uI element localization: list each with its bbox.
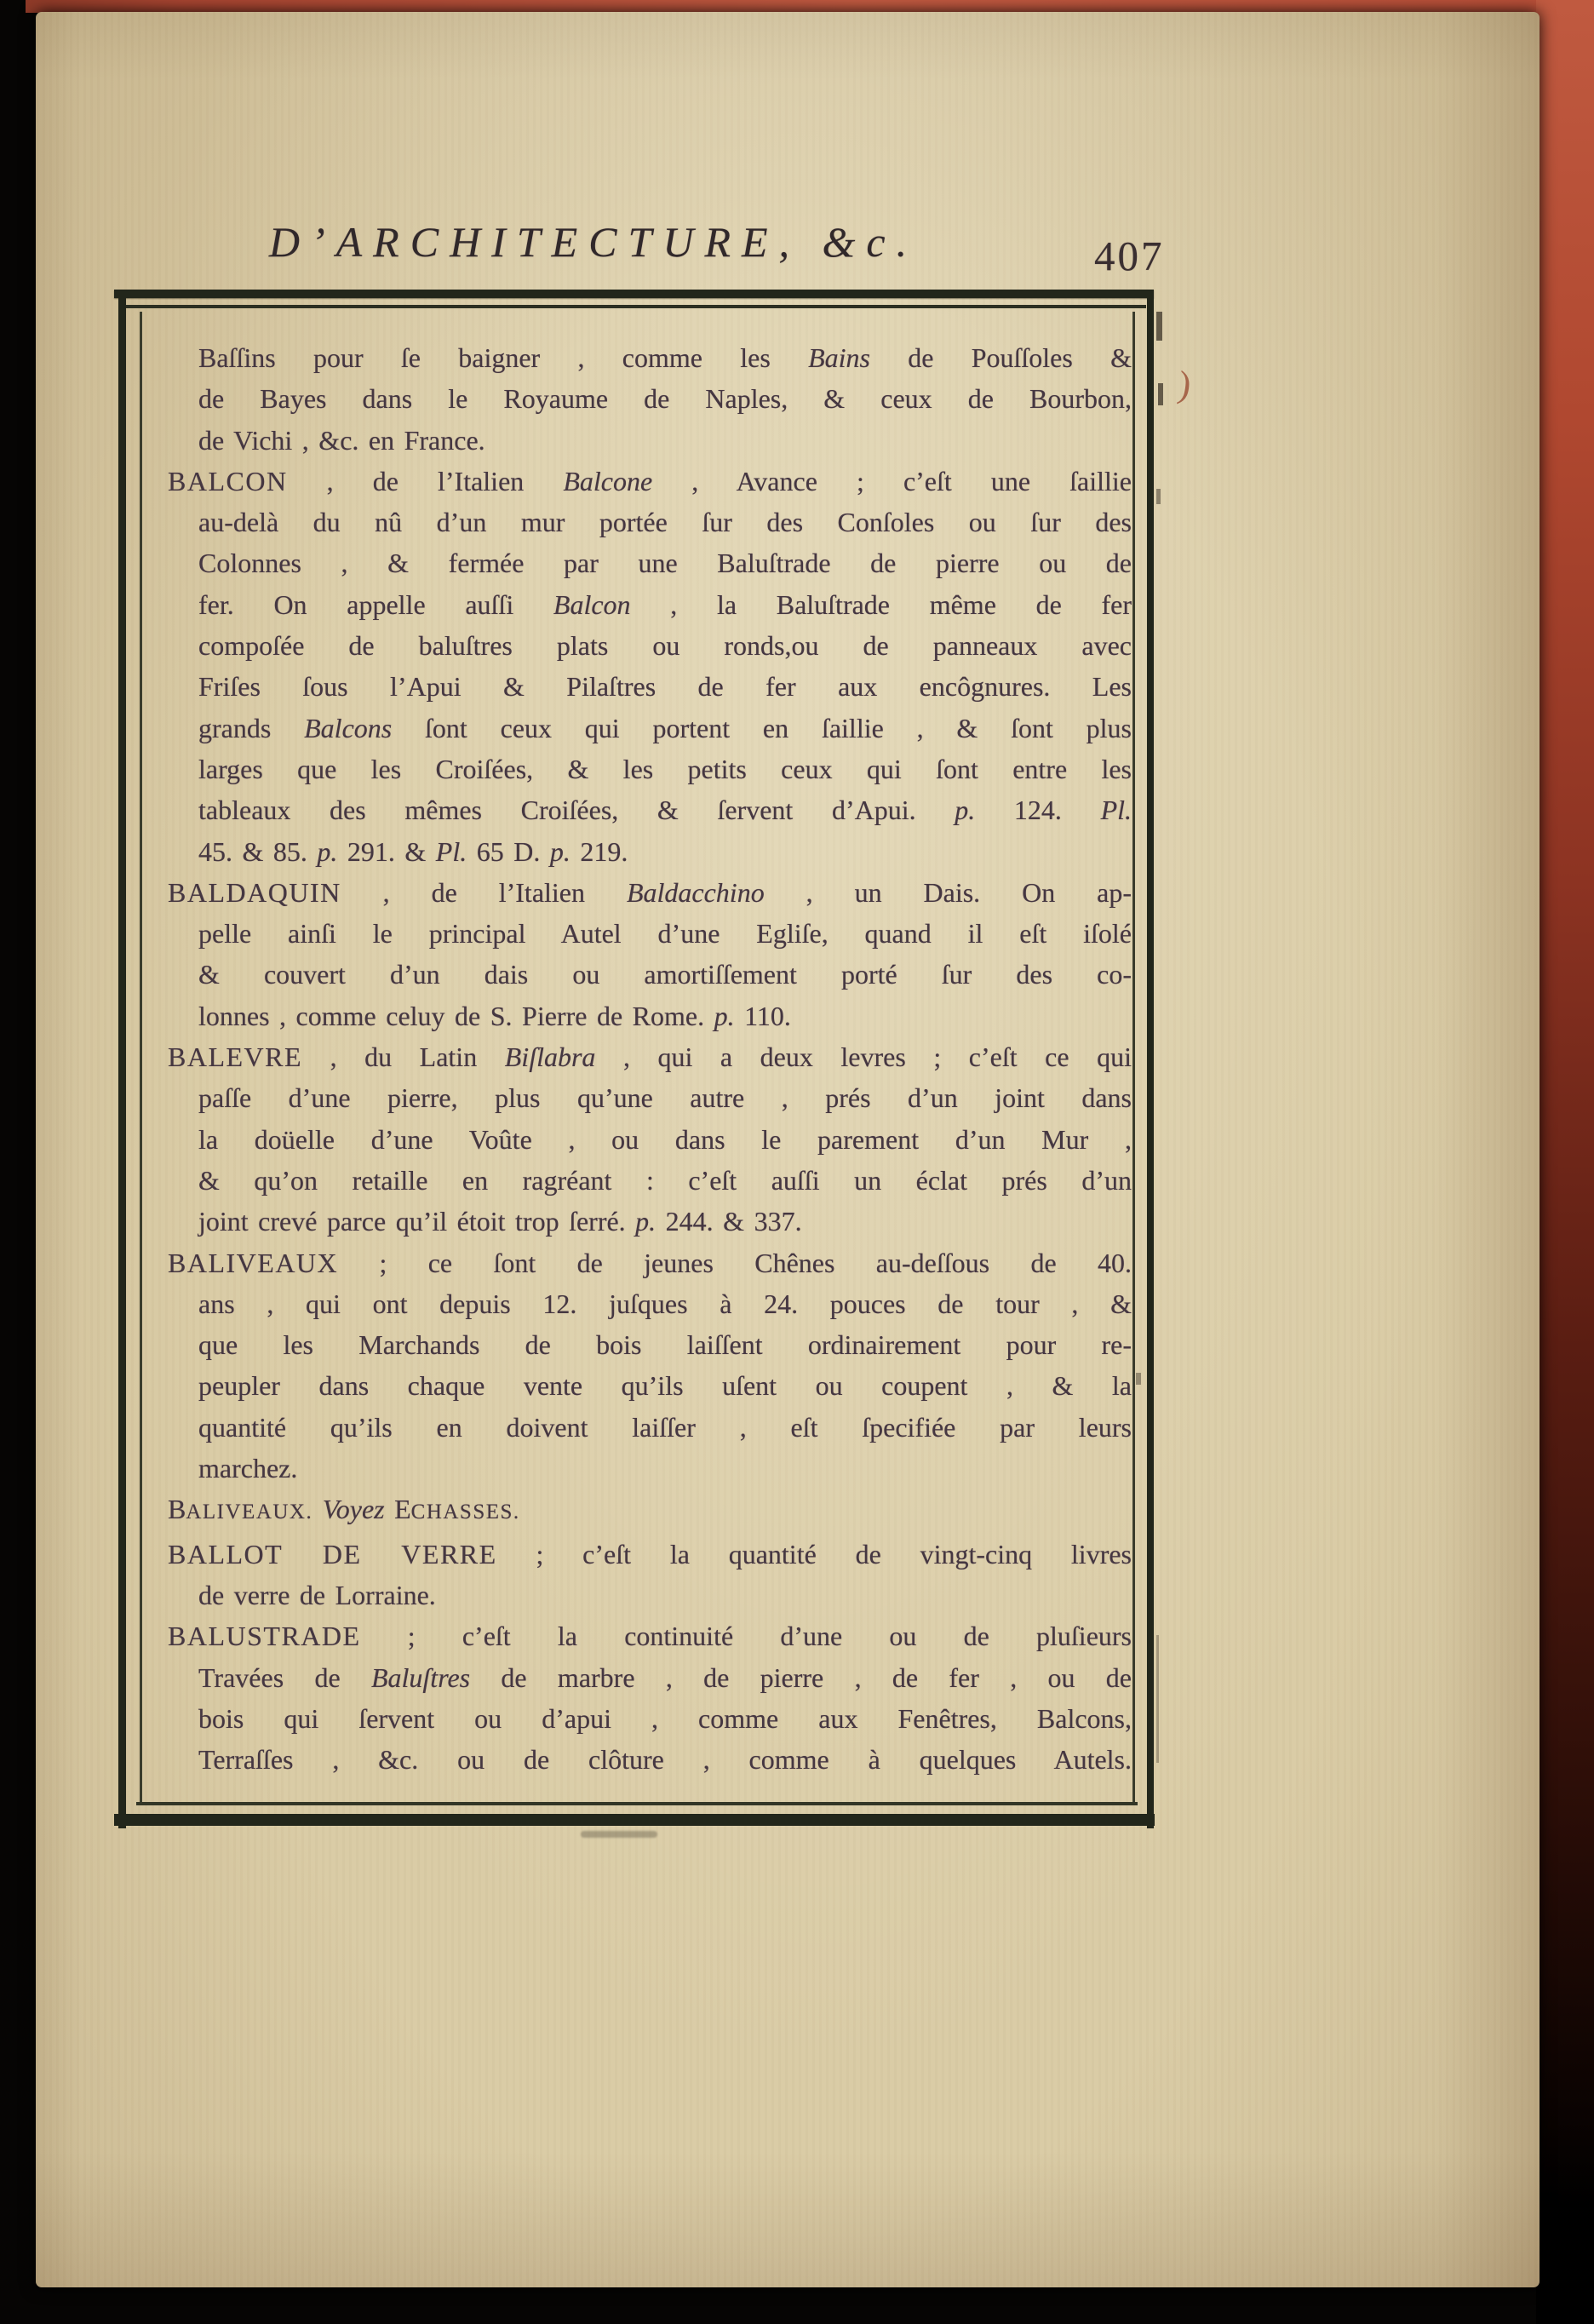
body-text: de marbre , de pierre , de fer , ou de <box>470 1661 1132 1693</box>
body-text: ans , qui ont depuis 12. juſques à 24. pouces de tour , & <box>198 1288 1132 1319</box>
italic-text: p. <box>549 835 571 867</box>
text-line <box>168 420 1132 461</box>
body-text: , Avance ; c’eſt une ſaillie <box>652 465 1132 496</box>
scan-speck <box>1136 1373 1141 1385</box>
body-text: ſont ceux qui portent en ſaillie , & ſont plus <box>392 712 1132 743</box>
text-line <box>168 1489 1132 1533</box>
body-text: joint crevé parce qu’il étoit trop ſerré. <box>198 1206 636 1237</box>
body-text: Terraſſes , &c. ou de clôture , comme à quelques Autels. <box>198 1744 1132 1776</box>
body-text: 124. <box>975 795 1101 826</box>
body-text: tableaux des mêmes Croiſées, & ſervent d’Apui. <box>198 795 955 826</box>
italic-text: Bains <box>808 342 870 373</box>
italic-text: Pl. <box>1100 795 1132 826</box>
body-text: lonnes , comme celuy de S. Pierre de Rome. <box>198 1000 714 1031</box>
text-line <box>168 954 1132 995</box>
margin-ink-mark: ) <box>1175 363 1194 406</box>
italic-text: Pl. <box>435 835 467 867</box>
body-text: compoſée de baluſtres plats ou ronds,ou de panneaux avec <box>198 630 1132 662</box>
text-line <box>168 1615 1132 1656</box>
scan-speck <box>1156 489 1161 504</box>
text-line <box>168 584 1132 625</box>
entry-baliveaux-cross-ref <box>168 1489 1132 1533</box>
body-text: Friſes ſous l’Apui & Pilaſtres de fer aux encôgnures. Les <box>198 671 1132 703</box>
text-line <box>168 1077 1132 1118</box>
ink-smudge <box>581 1831 657 1838</box>
italic-text: Baldacchino <box>626 876 765 908</box>
text-line <box>168 337 1132 378</box>
frame-left-outer <box>118 298 126 1828</box>
entry-headword: BALCON <box>168 465 288 496</box>
scan-speck <box>1156 1635 1159 1763</box>
italic-text: p. <box>714 1000 735 1031</box>
italic-text: p. <box>635 1206 657 1237</box>
body-text: peupler dans chaque vente qu’ils uſent ou coupent , & la <box>198 1370 1132 1402</box>
italic-text: Balcons <box>304 712 393 743</box>
frame-bottom-inner <box>136 1802 1138 1805</box>
text-line <box>168 872 1132 913</box>
italic-text: Balcon <box>553 588 631 620</box>
text-line <box>168 461 1132 502</box>
scan-speck <box>1156 312 1162 341</box>
text-line <box>168 1534 1132 1575</box>
italic-text: Voyez <box>322 1494 385 1525</box>
body-text: E <box>384 1494 411 1525</box>
body-text: quantité qu’ils en doivent laiſſer , eſt ſpecifiée par leurs <box>198 1411 1132 1443</box>
body-text: fer. On appelle auſſi <box>198 588 553 620</box>
text-line <box>168 913 1132 954</box>
frame-left-inner <box>140 312 142 1805</box>
body-text: , un Dais. On ap- <box>764 876 1132 908</box>
body-text: bois qui ſervent ou d’apui , comme aux Fenêtres, Balcons, <box>198 1702 1132 1734</box>
body-text: marchez. <box>198 1453 298 1484</box>
italic-text: p. <box>955 795 976 826</box>
text-line <box>168 1160 1132 1201</box>
text-line <box>168 1283 1132 1324</box>
entry-baldaquin <box>168 872 1132 1036</box>
text-line <box>168 1036 1132 1077</box>
dyed-edge-top <box>26 0 1550 13</box>
text-line <box>168 542 1132 583</box>
body-text: , de l’Italien <box>341 876 627 908</box>
book-page <box>36 12 1540 2287</box>
text-line <box>168 1365 1132 1406</box>
body-text: 244. & 337. <box>656 1206 802 1237</box>
body-text: grands <box>198 712 305 743</box>
body-text: ALIVEAUX. <box>186 1501 313 1524</box>
text-line <box>168 1698 1132 1739</box>
running-header: D’ARCHITECTURE, &c. <box>268 218 919 266</box>
italic-text: p. <box>317 835 338 867</box>
body-text: de verre de Lorraine. <box>198 1579 436 1610</box>
text-line <box>168 1739 1132 1780</box>
body-text: Colonnes , & fermée par une Baluſtrade de pierre ou de <box>198 548 1132 579</box>
body-text: ; c’eſt la continuité d’une ou de pluſieurs <box>360 1621 1132 1652</box>
body-text: au-delà du nû d’un mur portée ſur des Conſoles ou ſur des <box>198 507 1132 538</box>
entry-balcon <box>168 461 1132 872</box>
text-line <box>168 789 1132 830</box>
body-text: 219. <box>570 835 628 867</box>
body-text: , la Baluſtrade même de fer <box>630 588 1132 620</box>
entry-headword: BALEVRE <box>168 1041 303 1073</box>
body-text: Travées de <box>198 1661 371 1693</box>
body-text: larges que les Croiſées, & les petits ceux qui ſont entre les <box>198 753 1132 784</box>
body-text: de Bayes dans le Royaume de Naples, & ceux de Bourbon, <box>198 383 1132 415</box>
italic-text: Biſlabra <box>504 1041 596 1073</box>
text-line <box>168 502 1132 542</box>
body-text: de Pouſſoles & <box>869 342 1132 373</box>
body-text: , qui a deux levres ; c’eſt ce qui <box>595 1041 1132 1073</box>
text-line <box>168 1448 1132 1489</box>
dictionary-entries <box>168 337 1132 1780</box>
text-line <box>168 1324 1132 1365</box>
body-text: 65 D. <box>467 835 550 867</box>
text-line <box>168 708 1132 749</box>
text-line <box>168 1119 1132 1160</box>
entry-headword: BALDAQUIN <box>168 876 341 908</box>
page-number: 407 <box>1094 232 1165 279</box>
entry-baliveaux <box>168 1242 1132 1489</box>
frame-bottom-outer <box>114 1814 1155 1826</box>
header-rule-thick <box>114 290 1154 298</box>
entry-headword: BALIVEAUX <box>168 1247 339 1278</box>
entry-bassins-continuation <box>168 337 1132 461</box>
body-text: de Vichi , &c. en France. <box>198 424 485 456</box>
body-text: ; c’eſt la quantité de vingt-cinq livres <box>496 1538 1132 1569</box>
text-line <box>168 1201 1132 1242</box>
text-line <box>168 378 1132 419</box>
body-text: ; ce ſont de jeunes Chênes au-deſſous de 40. <box>338 1247 1132 1278</box>
text-line <box>168 749 1132 789</box>
text-line <box>168 666 1132 707</box>
entry-balustrade <box>168 1615 1132 1780</box>
entry-ballot-de-verre <box>168 1534 1132 1616</box>
frame-right-outer <box>1147 298 1154 1828</box>
text-line <box>168 1575 1132 1615</box>
body-text: & couvert d’un dais ou amortiſſement porté ſur des co- <box>198 959 1132 990</box>
body-text: 45. & 85. <box>198 835 318 867</box>
body-text: , du Latin <box>302 1041 505 1073</box>
body-text: 291. & <box>337 835 436 867</box>
text-line <box>168 1242 1132 1283</box>
body-text <box>312 1494 323 1524</box>
scan-speck <box>1158 383 1163 405</box>
frame-right-inner <box>1132 312 1135 1805</box>
text-line <box>168 996 1132 1036</box>
text-line <box>168 625 1132 666</box>
italic-text: Balcone <box>563 465 653 496</box>
header-rule-thin <box>126 305 1146 308</box>
entry-balevre <box>168 1036 1132 1242</box>
body-text: que les Marchands de bois laiſſent ordinairement pour re- <box>198 1329 1132 1361</box>
text-line <box>168 1407 1132 1448</box>
text-line <box>168 831 1132 872</box>
body-text: Baſſins pour ſe baigner , comme les <box>198 342 809 373</box>
body-text: B <box>168 1494 186 1525</box>
italic-text: Baluſtres <box>370 1661 471 1693</box>
body-text: 110. <box>734 1000 791 1031</box>
body-text: la doüelle d’une Voûte , ou dans le parement d’un Mur , <box>198 1123 1132 1155</box>
text-line <box>168 1657 1132 1698</box>
body-text: pelle ainſi le principal Autel d’une Egliſe, quand il eſt iſolé <box>198 918 1132 950</box>
entry-headword: BALUSTRADE <box>168 1621 361 1652</box>
body-text: & qu’on retaille en ragréant : c’eſt auſſi un éclat prés d’un <box>198 1164 1132 1196</box>
body-text: CHASSES. <box>410 1501 520 1524</box>
body-text: paſſe d’une pierre, plus qu’une autre , prés d’un joint dans <box>198 1082 1132 1114</box>
entry-headword: BALLOT DE VERRE <box>168 1538 497 1569</box>
body-text: , de l’Italien <box>287 465 564 496</box>
dyed-edge-right <box>1536 0 1594 2324</box>
